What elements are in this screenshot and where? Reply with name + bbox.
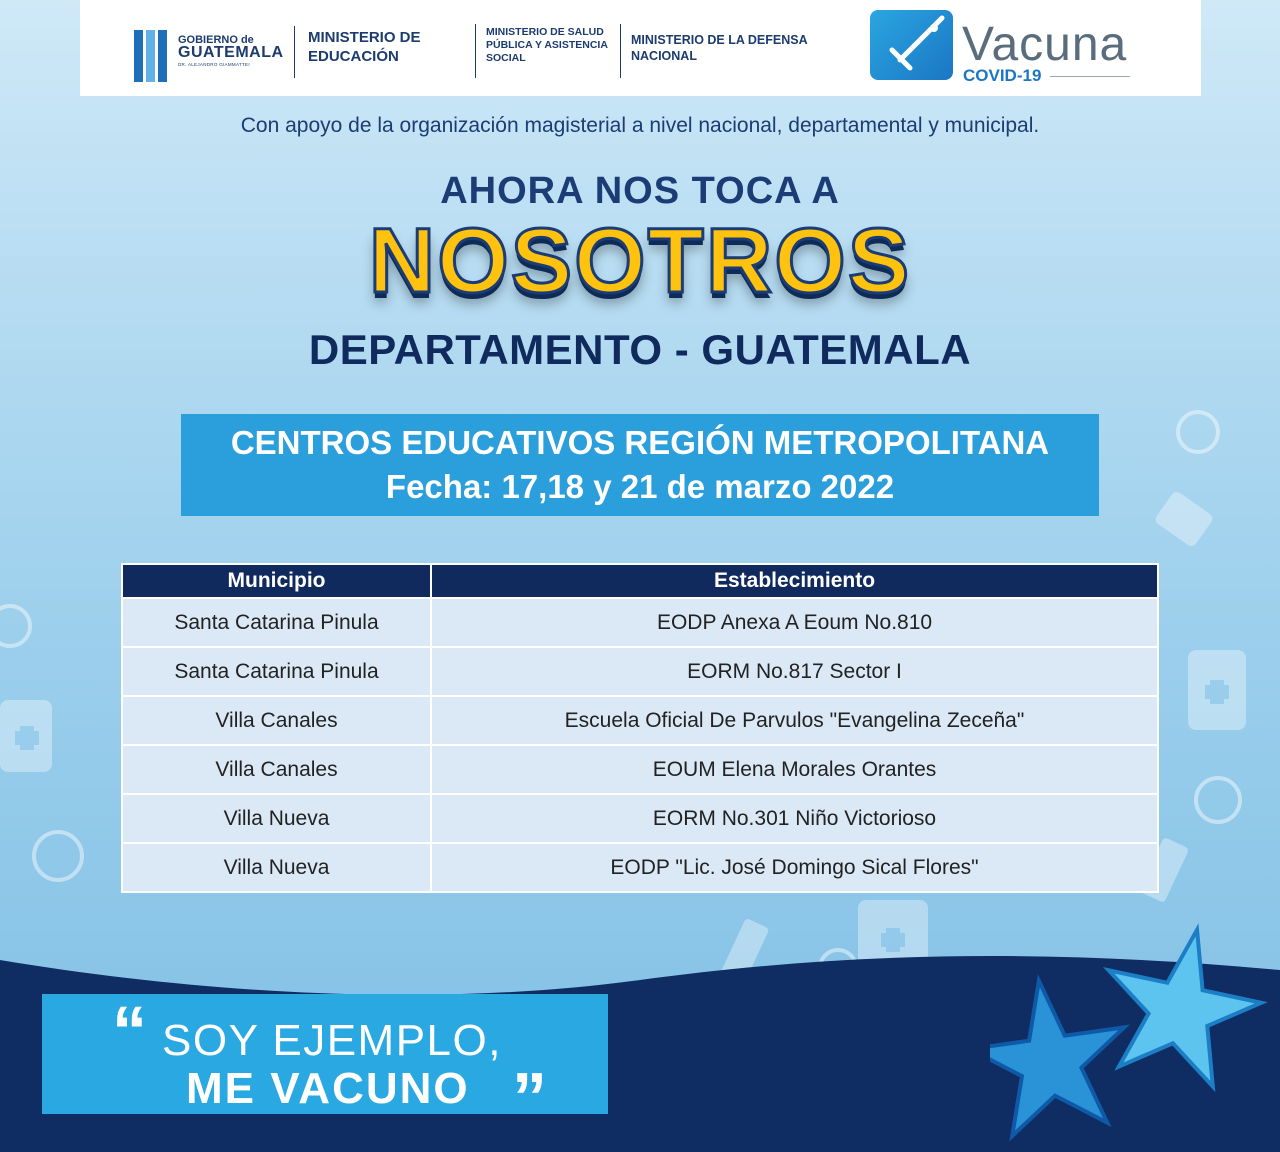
cell-municipio: Santa Catarina Pinula bbox=[122, 598, 431, 647]
table-row bbox=[122, 843, 1158, 892]
gov-line3: DR. ALEJANDRO GIAMMATTEI bbox=[178, 62, 250, 67]
gov-line2: GUATEMALA bbox=[178, 44, 284, 61]
vaccine-sub: COVID-19 bbox=[963, 66, 1042, 85]
divider bbox=[294, 26, 295, 78]
star-icon bbox=[990, 920, 1280, 1152]
cell-establecimiento: EODP Anexa A Eoum No.810 bbox=[431, 598, 1158, 647]
cell-establecimiento: EODP "Lic. José Domingo Sical Flores" bbox=[431, 843, 1158, 892]
cell-municipio: Villa Nueva bbox=[122, 843, 431, 892]
vaccine-syringe-icon bbox=[870, 10, 953, 80]
support-text: Con apoyo de la organización magisterial a nivel nacional, departamental y municipal. bbox=[240, 114, 1040, 137]
divider bbox=[475, 24, 476, 78]
guatemala-flag-icon bbox=[134, 30, 168, 82]
table-header-row bbox=[122, 564, 1158, 598]
cell-municipio: Villa Canales bbox=[122, 696, 431, 745]
table-row bbox=[122, 745, 1158, 794]
divider bbox=[1050, 76, 1130, 77]
slogan-line1: SOY EJEMPLO, bbox=[162, 1016, 502, 1065]
cell-municipio: Villa Nueva bbox=[122, 794, 431, 843]
campaign-title: NOSOTROS bbox=[368, 210, 912, 312]
department-title: DEPARTAMENTO - GUATEMALA bbox=[308, 326, 972, 373]
cell-establecimiento: Escuela Oficial De Parvulos "Evangelina Zeceña" bbox=[431, 696, 1158, 745]
divider bbox=[620, 24, 621, 78]
info-box-title: CENTROS EDUCATIVOS REGIÓN METROPOLITANA bbox=[230, 424, 1050, 461]
header-banner bbox=[80, 0, 1201, 96]
ministry-defense: MINISTERIO DE LA DEFENSA NACIONAL bbox=[631, 33, 808, 63]
campaign-line1: AHORA NOS TOCA A bbox=[440, 170, 840, 212]
schedule-table bbox=[121, 563, 1159, 893]
cell-municipio: Villa Canales bbox=[122, 745, 431, 794]
ministry-education: MINISTERIO DE EDUCACIÓN bbox=[308, 29, 421, 65]
cell-establecimiento: EOUM Elena Morales Orantes bbox=[431, 745, 1158, 794]
open-quote-icon: “ bbox=[112, 992, 147, 1070]
table-row bbox=[122, 794, 1158, 843]
table-row bbox=[122, 598, 1158, 647]
cell-municipio: Santa Catarina Pinula bbox=[122, 647, 431, 696]
cell-establecimiento: EORM No.817 Sector I bbox=[431, 647, 1158, 696]
slogan-line2: ME VACUNO bbox=[186, 1064, 470, 1113]
ministry-health: MINISTERIO DE SALUD PÚBLICA Y ASISTENCIA SOCIAL bbox=[486, 26, 608, 64]
gov-line1: GOBIERNO de bbox=[178, 34, 254, 46]
cell-establecimiento: EORM No.301 Niño Victorioso bbox=[431, 794, 1158, 843]
table-row bbox=[122, 696, 1158, 745]
header-municipio: Municipio bbox=[122, 564, 431, 598]
vaccine-word: Vacuna bbox=[962, 18, 1128, 71]
table-row bbox=[122, 647, 1158, 696]
header-establecimiento: Establecimiento bbox=[431, 564, 1158, 598]
info-box-date: Fecha: 17,18 y 21 de marzo 2022 bbox=[385, 468, 895, 505]
close-quote-icon: ” bbox=[512, 1058, 547, 1136]
